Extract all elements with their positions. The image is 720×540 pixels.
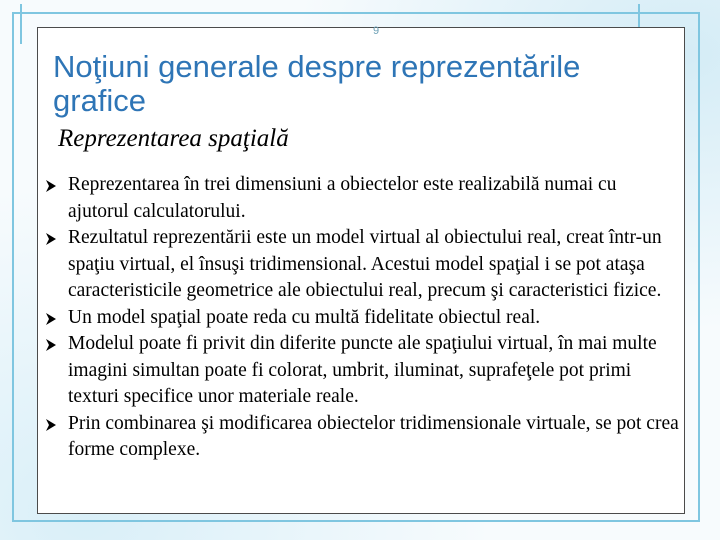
page-number: 9	[372, 25, 380, 37]
list-item	[44, 172, 680, 225]
list-item	[44, 225, 680, 305]
arrow-right-icon	[44, 338, 58, 352]
bullet-text: Reprezentarea în trei dimensiuni a obiectelor este realizabilă numai cu ajutorul calculatorului.	[68, 174, 617, 222]
list-item	[44, 331, 680, 411]
bullet-text: Rezultatul reprezentării este un model virtual al obiectului real, creat într-un spaţiu virtual, el însuşi tridimensional. Acestui model spaţial i se pot ataşa caracteristicile geometrice ale obiectului real, precum şi caracteristici fizice.	[68, 227, 662, 301]
bullet-text: Un model spaţial poate reda cu multă fidelitate obiectul real.	[68, 306, 541, 328]
bullet-list	[44, 172, 680, 464]
bullet-text: Modelul poate fi privit din diferite puncte ale spaţiului virtual, în mai multe imagini simultan poate fi colorat, umbrit, iluminat, suprafeţele pot primi texturi specifice unor materiale reale.	[68, 333, 657, 407]
arrow-right-icon	[44, 418, 58, 432]
slide-title: Noţiuni generale despre reprezentările grafice	[53, 49, 581, 118]
list-item	[44, 305, 680, 332]
slide-subtitle: Reprezentarea spaţială	[58, 125, 289, 152]
arrow-right-icon	[44, 232, 58, 246]
bullet-text: Prin combinarea şi modificarea obiectelor tridimensionale virtuale, se pot crea forme complexe.	[68, 412, 679, 460]
arrow-right-icon	[44, 312, 58, 326]
arrow-right-icon	[44, 179, 58, 193]
list-item	[44, 411, 680, 464]
